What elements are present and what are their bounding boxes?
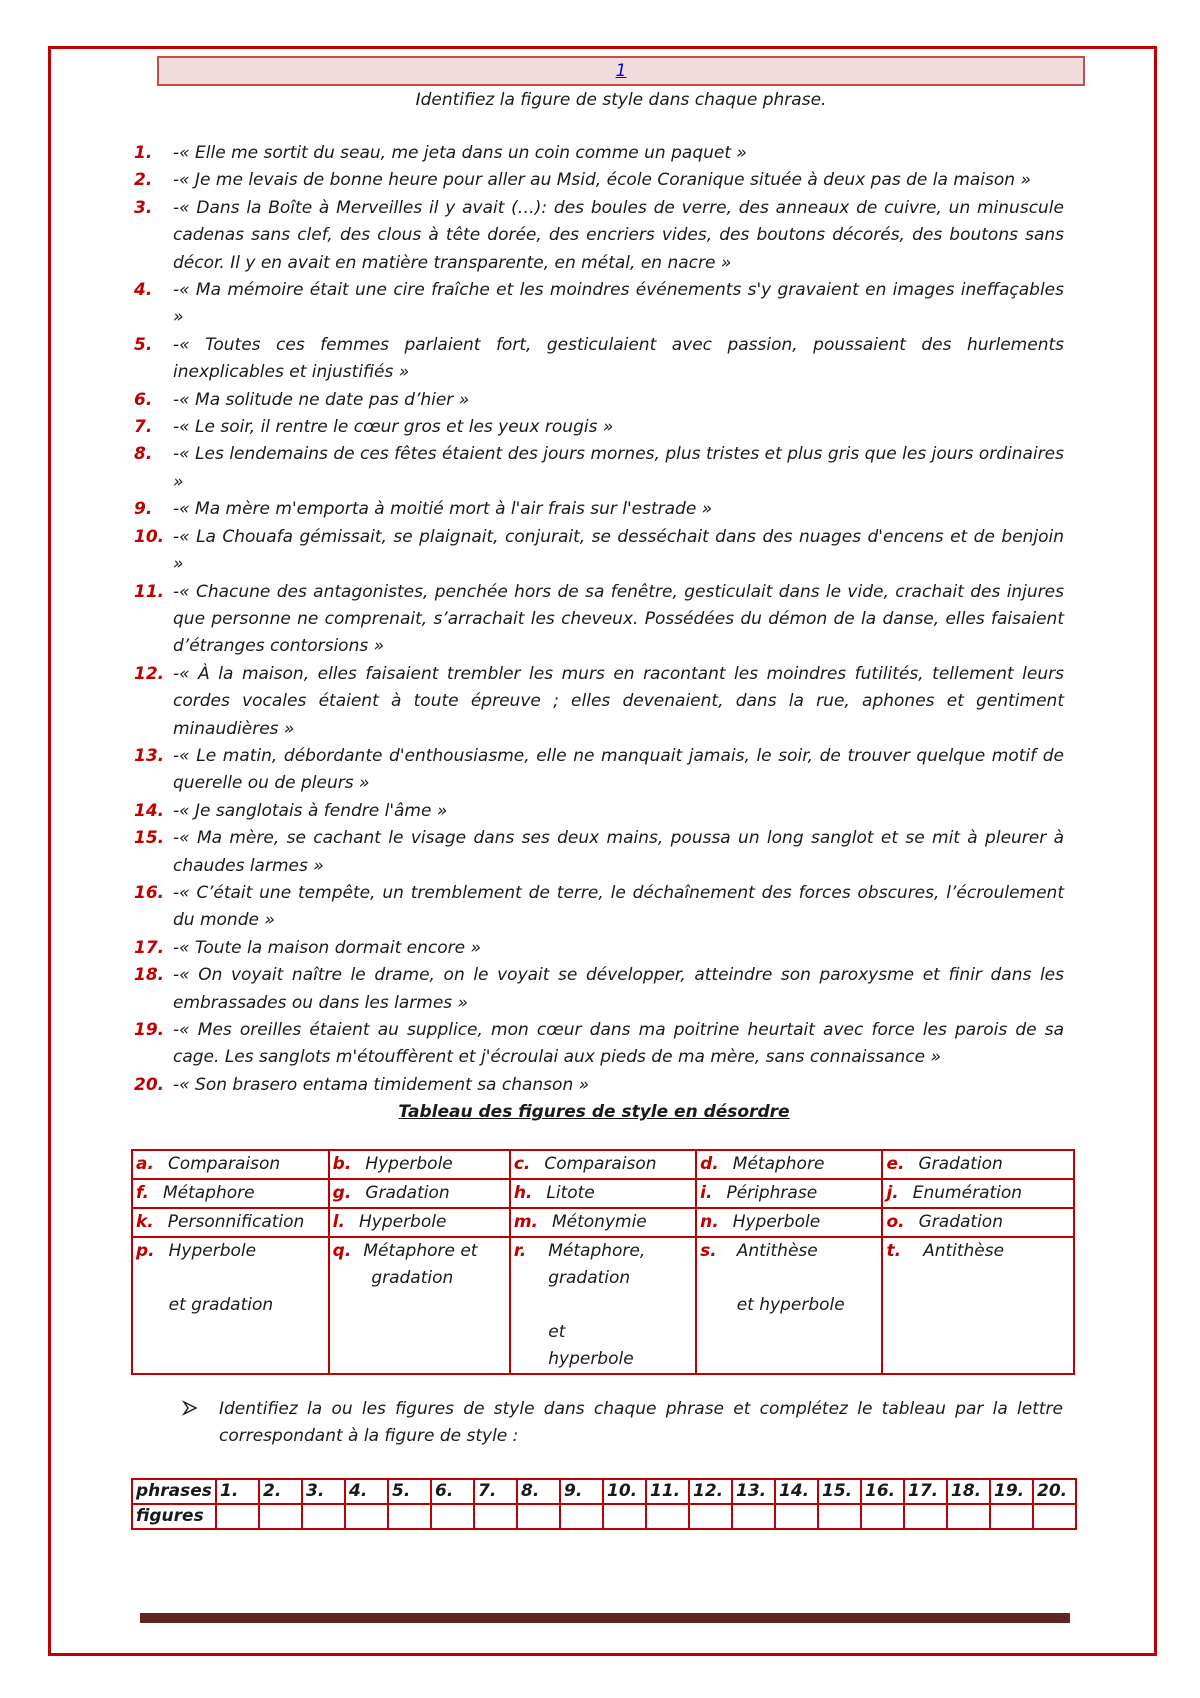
table-row — [132, 1237, 1074, 1374]
sentence-number: 18. — [134, 965, 165, 986]
phrase-number-cell: 1. — [216, 1479, 259, 1504]
phrase-number-cell: 10. — [603, 1479, 646, 1504]
figure-cell-q: q. Métaphore et gradation — [329, 1237, 510, 1374]
figures-table — [131, 1149, 1075, 1375]
sentence-text: -« Toute la maison dormait encore » — [173, 937, 481, 958]
sentence-number: 1. — [134, 143, 153, 163]
sentence-text: -« Ma solitude ne date pas d’hier » — [173, 389, 470, 410]
sentence-item — [124, 332, 1064, 387]
sentence-text: -« La Chouafa gémissait, se plaignait, conjurait, se desséchait dans des nuages d'encens et de benjoin » — [173, 526, 1064, 575]
sentence-item — [124, 880, 1064, 935]
sentence-text: -« Elle me sortit du seau, me jeta dans un coin comme un paquet » — [173, 143, 747, 163]
sentence-text: -« À la maison, elles faisaient trembler les murs en racontant les moindres futilités, tellement leurs cordes vocales étaient à toute épreuve ; elles devenaient, dans la rue, aphones et gentiment minaudières » — [173, 663, 1064, 739]
sentence-number: 20. — [134, 1074, 165, 1095]
figure-letter: n. — [700, 1212, 719, 1232]
figure-cell — [132, 1150, 329, 1179]
figure-name: Métaphore — [162, 1183, 255, 1203]
sentence-text: -« Mes oreilles étaient au supplice, mon cœur dans ma poitrine heurtait avec force les parois de sa cage. Les sanglots m'étouffèrent et j'écroulai aux pieds de ma mère, sans connaissance » — [173, 1020, 1064, 1068]
sentence-number: 6. — [134, 389, 153, 410]
phrase-number-cell: 19. — [990, 1479, 1033, 1504]
figure-name: Métaphore — [732, 1154, 825, 1174]
phrase-number-cell: 5. — [388, 1479, 431, 1504]
phrases-row — [132, 1479, 1076, 1504]
sentence-number: 14. — [134, 800, 165, 821]
sentence-text: -« Ma mémoire était une cire fraîche et les moindres événements s'y gravaient en images ineffaçables » — [173, 280, 1064, 328]
figure-answer-cell[interactable] — [216, 1504, 259, 1529]
answer-table — [131, 1478, 1077, 1530]
sentence-item — [124, 1072, 1064, 1099]
figure-cell — [882, 1179, 1074, 1208]
figure-answer-cell[interactable] — [990, 1504, 1033, 1529]
phrase-number-cell: 4. — [345, 1479, 388, 1504]
sentence-text: -« On voyait naître le drame, on le voyait se développer, atteindre son paroxysme et finir dans les embrassades ou dans les larmes » — [173, 965, 1064, 1013]
figure-cell — [132, 1208, 329, 1237]
figure-cell — [329, 1179, 510, 1208]
figure-name: Comparaison — [544, 1154, 657, 1174]
sentence-item — [124, 441, 1064, 496]
sentence-item — [124, 167, 1064, 194]
figure-letter: j. — [886, 1183, 899, 1203]
figure-cell-p: p. Hyperbole et gradation — [132, 1237, 329, 1374]
sentence-number: 12. — [134, 663, 165, 684]
sentence-item — [124, 579, 1064, 661]
sentence-text: -« Son brasero entama timidement sa chanson » — [173, 1074, 590, 1095]
sentence-number: 3. — [134, 197, 153, 218]
sentence-number: 13. — [134, 745, 165, 766]
figure-name: Enumération — [912, 1183, 1023, 1203]
sentence-item — [124, 825, 1064, 880]
instruction-heading: Identifiez la figure de style dans chaque phrase. — [415, 90, 827, 110]
figure-cell — [882, 1150, 1074, 1179]
figure-cell-t: t. Antithèse — [882, 1237, 1074, 1374]
phrase-number-cell: 2. — [259, 1479, 302, 1504]
sentence-number: 11. — [134, 581, 165, 602]
figure-letter: h. — [513, 1183, 533, 1203]
sentence-item — [124, 524, 1064, 579]
figure-cell — [329, 1150, 510, 1179]
figure-cell — [510, 1150, 696, 1179]
sentence-item — [124, 1017, 1064, 1072]
phrase-number-cell: 8. — [517, 1479, 560, 1504]
figure-answer-cell[interactable] — [560, 1504, 603, 1529]
figure-cell — [510, 1179, 696, 1208]
sentence-text: -« Chacune des antagonistes, penchée hors de sa fenêtre, gesticulait dans le vide, crachait des injures que personne ne comprenait, s’arrachait les cheveux. Possédées du démon de la danse, elles faisaient d’étranges contorsions » — [173, 581, 1064, 657]
figure-letter: f. — [136, 1183, 149, 1203]
page-number-link[interactable]: 1 — [615, 61, 627, 81]
figure-letter: o. — [886, 1212, 905, 1232]
sentence-number: 2. — [134, 170, 153, 191]
figure-cell-s: s. Antithèse et hyperbole — [696, 1237, 882, 1374]
phrases-label: phrases — [132, 1479, 216, 1504]
figure-letter: e. — [886, 1154, 905, 1174]
sentence-number: 7. — [134, 417, 153, 438]
sentence-item — [124, 140, 1064, 167]
sentence-number: 8. — [134, 444, 153, 465]
sentence-text: -« Ma mère m'emporta à moitié mort à l'air frais sur l'estrade » — [173, 499, 713, 520]
phrase-number-cell: 13. — [732, 1479, 775, 1504]
figure-letter: d. — [700, 1154, 719, 1174]
figure-answer-cell[interactable] — [388, 1504, 431, 1529]
figure-answer-cell[interactable] — [1033, 1504, 1076, 1529]
figure-name: Gradation — [918, 1212, 1003, 1232]
figure-answer-cell[interactable] — [646, 1504, 689, 1529]
figure-name: Gradation — [365, 1183, 450, 1203]
figure-answer-cell[interactable] — [302, 1504, 345, 1529]
sentence-item — [124, 414, 1064, 441]
figure-answer-cell[interactable] — [689, 1504, 732, 1529]
sentence-item — [124, 277, 1064, 332]
sentence-number: 9. — [134, 499, 153, 520]
figure-letter: g. — [332, 1183, 352, 1203]
sentence-number: 19. — [134, 1020, 165, 1040]
phrase-number-cell: 6. — [431, 1479, 474, 1504]
figure-name: Hyperbole — [732, 1212, 821, 1232]
phrase-number-cell: 18. — [947, 1479, 990, 1504]
sentence-number: 16. — [134, 882, 165, 903]
figure-cell — [696, 1208, 882, 1237]
table-row — [132, 1208, 1074, 1237]
sentence-text: -« Le matin, débordante d'enthousiasme, elle ne manquait jamais, le soir, de trouver quelque motif de querelle ou de pleurs » — [173, 745, 1064, 794]
sentence-number: 17. — [134, 937, 165, 958]
sentence-item — [124, 962, 1064, 1017]
figure-answer-cell[interactable] — [517, 1504, 560, 1529]
phrase-number-cell: 15. — [818, 1479, 861, 1504]
sentence-text: -« Le soir, il rentre le cœur gros et les yeux rougis » — [173, 417, 614, 438]
figure-cell — [510, 1208, 696, 1237]
sentence-number: 10. — [134, 526, 165, 547]
phrase-number-cell: 17. — [904, 1479, 947, 1504]
figure-cell — [696, 1179, 882, 1208]
sentence-text: -« Ma mère, se cachant le visage dans ses deux mains, poussa un long sanglot et se mit à pleurer à chaudes larmes » — [173, 828, 1064, 876]
phrase-number-cell: 16. — [861, 1479, 904, 1504]
phrase-number-cell: 11. — [646, 1479, 689, 1504]
instruction-bullet — [183, 1396, 1063, 1450]
figure-answer-cell[interactable] — [345, 1504, 388, 1529]
sentence-item — [124, 387, 1064, 414]
table-row — [132, 1179, 1074, 1208]
figure-letter: m. — [513, 1212, 538, 1232]
sentence-item — [124, 496, 1064, 523]
arrow-bullet-icon — [182, 1396, 198, 1423]
figure-name: Périphrase — [726, 1183, 818, 1203]
figure-letter: l. — [332, 1212, 345, 1232]
figure-answer-cell[interactable] — [775, 1504, 818, 1529]
sentence-text: -« Toutes ces femmes parlaient fort, gesticulaient avec passion, poussaient des hurlements inexplicables et injustifiés » — [173, 334, 1064, 383]
figure-cell — [882, 1208, 1074, 1237]
figure-name: Hyperbole — [365, 1154, 453, 1174]
figure-name: Métonymie — [551, 1212, 647, 1232]
figure-name: Comparaison — [167, 1154, 281, 1174]
figures-label: figures — [132, 1504, 216, 1529]
figures-table-title: Tableau des figures de style en désordre — [398, 1102, 790, 1122]
figure-letter: c. — [513, 1154, 531, 1174]
figure-name: Gradation — [918, 1154, 1003, 1174]
figure-letter: a. — [136, 1154, 154, 1174]
figure-answer-cell[interactable] — [818, 1504, 861, 1529]
figure-name: Litote — [546, 1183, 595, 1203]
bullet-text: Identifiez la ou les figures de style dans chaque phrase et complétez le tableau par la lettre correspondant à la figure de style : — [219, 1399, 1063, 1446]
sentence-item — [124, 798, 1064, 825]
sentence-text: -« Je me levais de bonne heure pour aller au Msid, école Coranique située à deux pas de la maison » — [173, 170, 1031, 191]
phrase-number-cell: 14. — [775, 1479, 818, 1504]
sentence-text: -« Dans la Boîte à Merveilles il y avait (…): des boules de verre, des anneaux de cuivre, un minuscule cadenas sans clef, des clous à tête dorée, des encriers vides, des boutons décorés, des boutons sans décor. Il y en avait en matière transparente, en métal, en nacre » — [173, 197, 1064, 273]
table-row — [132, 1150, 1074, 1179]
sentence-number: 4. — [134, 280, 153, 301]
sentence-item — [124, 935, 1064, 962]
sentence-item — [124, 195, 1064, 277]
figure-name: Personnification — [167, 1212, 305, 1232]
figure-answer-cell[interactable] — [603, 1504, 646, 1529]
sentence-text: -« Les lendemains de ces fêtes étaient des jours mornes, plus tristes et plus gris que les jours ordinaires » — [173, 444, 1064, 492]
figure-answer-cell[interactable] — [259, 1504, 302, 1529]
phrase-number-cell: 12. — [689, 1479, 732, 1504]
figure-answer-cell[interactable] — [431, 1504, 474, 1529]
sentence-text: -« C’était une tempête, un tremblement de terre, le déchaînement des forces obscures, l’écroulement du monde » — [173, 882, 1064, 931]
phrase-number-cell: 9. — [560, 1479, 603, 1504]
sentence-list — [124, 140, 1064, 1099]
figure-answer-cell[interactable] — [947, 1504, 990, 1529]
sentence-number: 15. — [134, 828, 165, 849]
figure-name: Hyperbole — [358, 1212, 447, 1232]
figure-answer-cell[interactable] — [861, 1504, 904, 1529]
sentence-text: -« Je sanglotais à fendre l'âme » — [173, 800, 448, 821]
figure-answer-cell[interactable] — [904, 1504, 947, 1529]
phrase-number-cell: 3. — [302, 1479, 345, 1504]
footer-bar — [140, 1613, 1070, 1623]
figure-letter: i. — [700, 1183, 713, 1203]
figure-letter: k. — [136, 1212, 154, 1232]
figure-cell — [132, 1179, 329, 1208]
sentence-item — [124, 743, 1064, 798]
figure-letter: b. — [332, 1154, 352, 1174]
figure-answer-cell[interactable] — [732, 1504, 775, 1529]
figure-answer-cell[interactable] — [474, 1504, 517, 1529]
figure-cell-r: r. Métaphore, gradation et hyperbole — [510, 1237, 696, 1374]
figure-cell — [696, 1150, 882, 1179]
figures-row — [132, 1504, 1076, 1529]
phrase-number-cell: 7. — [474, 1479, 517, 1504]
figure-cell — [329, 1208, 510, 1237]
page-number-box — [157, 56, 1085, 86]
sentence-number: 5. — [134, 334, 153, 355]
sentence-item — [124, 661, 1064, 743]
phrase-number-cell: 20. — [1033, 1479, 1076, 1504]
